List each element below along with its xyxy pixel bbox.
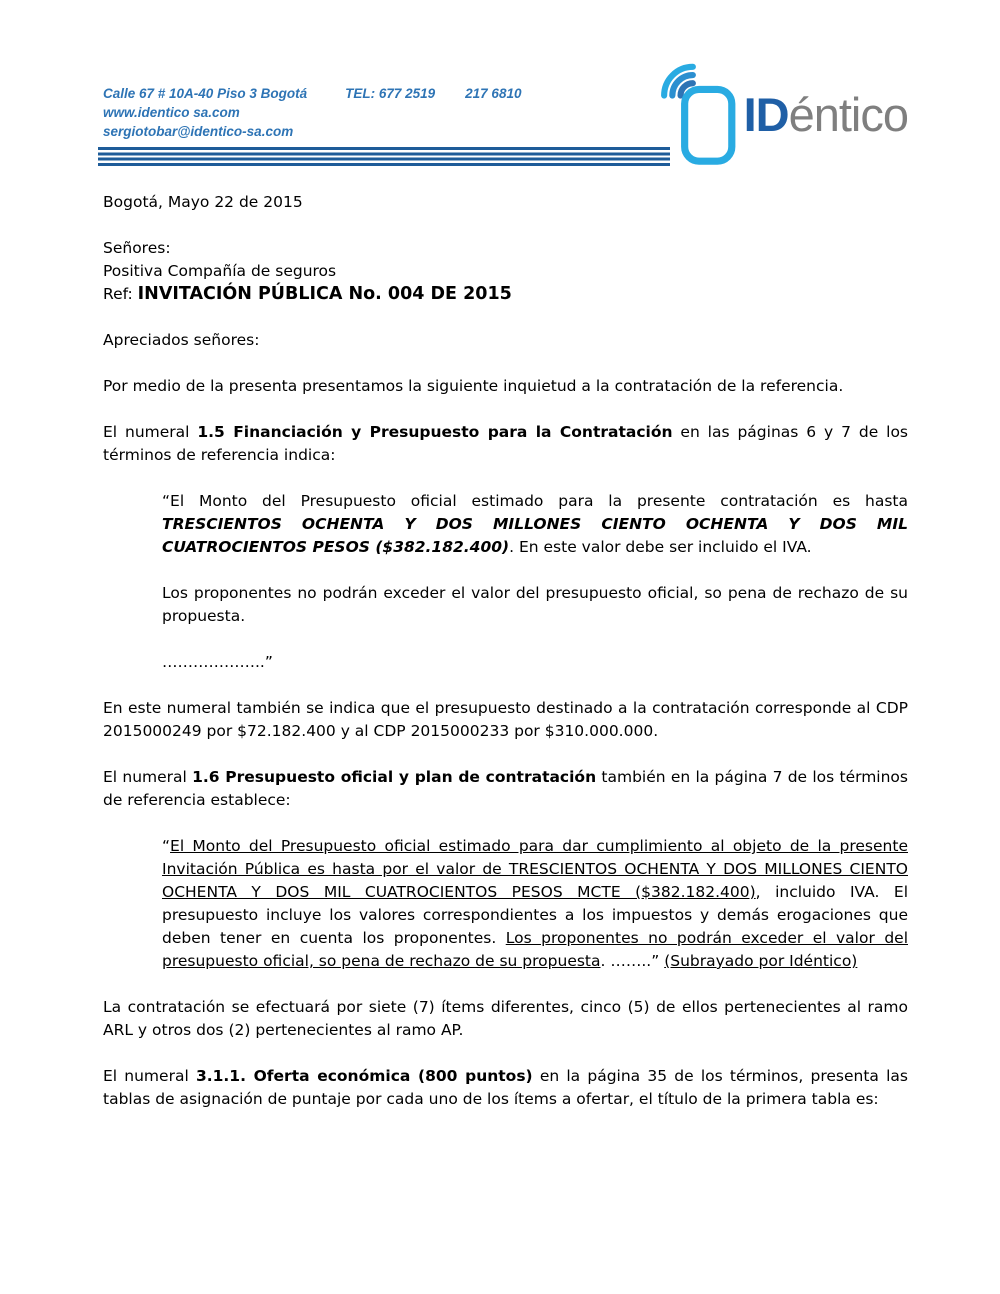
quote-1-budget: “El Monto del Presupuesto oficial estimado para la presente contratación es hasta TRESCIENTOS OCHENTA Y DOS MILLONES CIENTO OCHENTA Y DOS MIL CUATROCIENTOS PESOS ($382.182.400). En este valor debe ser incluido el IVA.	[162, 492, 908, 556]
paragraph-intro: Por medio de la presenta presentamos la siguiente inquietud a la contratación de la referencia.	[103, 377, 844, 395]
quote-1-proponents: Los proponentes no podrán exceder el valor del presupuesto oficial, so pena de rechazo de su propuesta.	[162, 584, 908, 625]
letterhead-phone: TEL: 677 2519	[345, 86, 436, 101]
reference-line: Ref: INVITACIÓN PÚBLICA No. 004 DE 2015	[103, 284, 512, 304]
paragraph-numeral-1-6: El numeral 1.6 Presupuesto oficial y plan de contratación también en la página 7 de los términos de referencia establece:	[103, 768, 908, 809]
logo-wordmark	[743, 87, 908, 141]
recipient-line-1: Señores:	[103, 239, 171, 257]
recipient-line-2: Positiva Compañía de seguros	[103, 262, 337, 280]
letter-body	[103, 191, 908, 1111]
header-divider	[98, 147, 670, 166]
paragraph-numeral-1-5: El numeral 1.5 Financiación y Presupuesto para la Contratación en las páginas 6 y 7 de los términos de referencia indica:	[103, 423, 908, 464]
logo-id-text: ID	[743, 87, 789, 141]
id-card-wifi-icon	[658, 62, 740, 166]
letterhead-website: www.identico sa.com	[103, 105, 240, 120]
salutation: Apreciados señores:	[103, 331, 260, 349]
letterhead-address: Calle 67 # 10A-40 Piso 3 Bogotá	[103, 86, 308, 101]
letterhead	[103, 84, 908, 166]
company-logo	[658, 62, 908, 166]
paragraph-cdp: En este numeral también se indica que el presupuesto destinado a la contratación corresponde al CDP 2015000249 por $72.182.400 y al CDP 2015000233 por $310.000.000.	[103, 699, 908, 740]
letterhead-phone-2: 217 6810	[465, 86, 522, 101]
quote-2-underlined: “El Monto del Presupuesto oficial estimado para dar cumplimiento al objeto de la presente Invitación Pública es hasta por el valor de TRESCIENTOS OCHENTA Y DOS MILLONES CIENTO OCHENTA Y DOS MIL CUATROCIENTOS PESOS MCTE ($382.182.400), incluido IVA. El presupuesto incluye los valores correspondientes a los impuestos y demás erogaciones que deben tener en cuenta los proponentes. Los proponentes no podrán exceder el valor del presupuesto oficial, so pena de rechazo de su propuesta. ……..” (Subrayado por Idéntico)	[162, 837, 908, 970]
letterhead-email: sergiotobar@identico-sa.com	[103, 124, 294, 139]
date-line: Bogotá, Mayo 22 de 2015	[103, 193, 303, 211]
logo-entico-text: éntico	[788, 87, 908, 141]
paragraph-numeral-3-1-1: El numeral 3.1.1. Oferta económica (800 puntos) en la página 35 de los términos, presenta las tablas de asignación de puntaje por cada uno de los ítems a ofertar, el título de la primera tabla es:	[103, 1067, 908, 1108]
paragraph-items: La contratación se efectuará por siete (7) ítems diferentes, cinco (5) de ellos pertenecientes al ramo ARL y otros dos (2) pertenecientes al ramo AP.	[103, 998, 908, 1039]
quote-1-ellipsis: ………………..”	[162, 653, 273, 671]
id-card-outline	[684, 89, 731, 161]
